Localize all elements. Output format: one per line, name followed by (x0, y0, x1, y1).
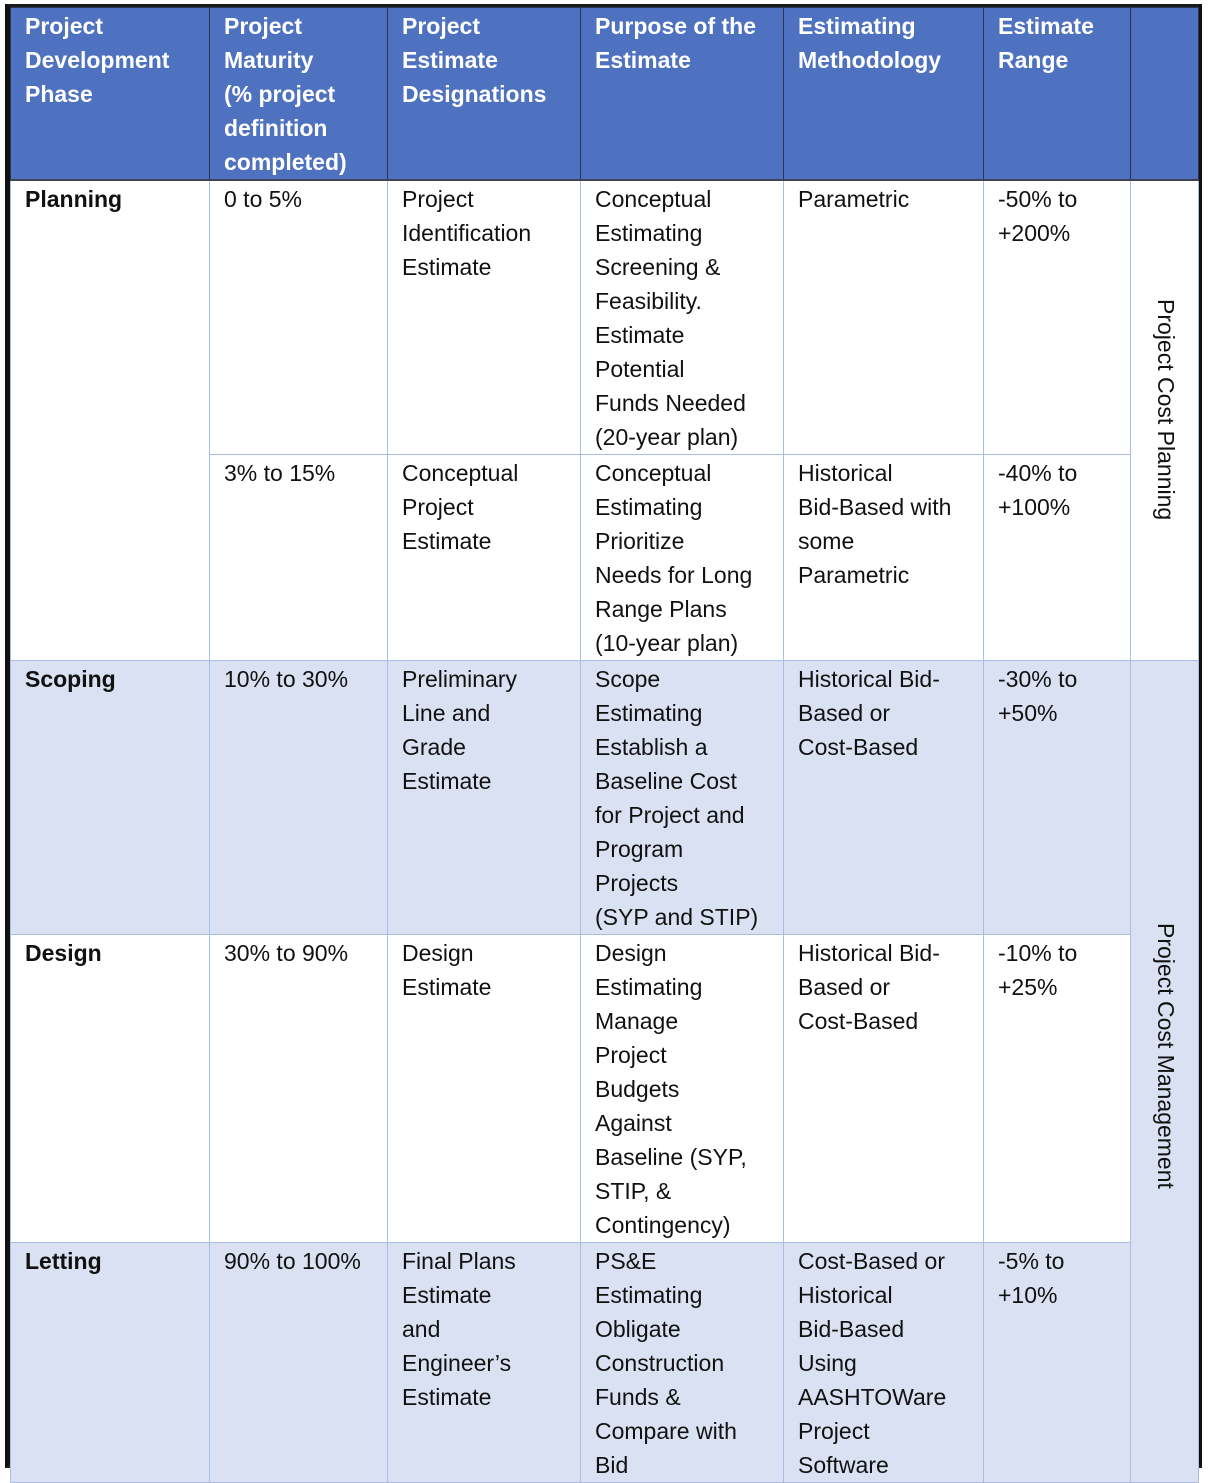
cell-text-line: Based or (798, 974, 891, 1000)
phase-cell (11, 1243, 210, 1483)
cell-text-line: Against (595, 1110, 672, 1136)
cell-text-line: Historical (798, 460, 893, 486)
cell-text-line: -30% to (998, 666, 1078, 692)
cell-text-line: Estimating (595, 494, 703, 520)
header-phase (11, 8, 210, 181)
cell-text-line: -5% to (998, 1248, 1065, 1274)
cell-text-line: Designations (402, 81, 547, 107)
cell-text-line: (20-year plan) (595, 424, 739, 450)
cell-text-line: Prioritize (595, 528, 685, 554)
cell-text-line: Estimating (595, 974, 703, 1000)
cell-text-line: Range (998, 47, 1069, 73)
cell-text-line: Manage (595, 1008, 679, 1034)
cell-text-line: Parametric (798, 562, 910, 588)
cell-text-line: Phase (25, 81, 93, 107)
cell-text-line: Obligate (595, 1316, 681, 1342)
cell-text-line: Line and (402, 700, 491, 726)
cell-text-line: Engineer’s (402, 1350, 512, 1376)
cell-text-line: Final Plans (402, 1248, 516, 1274)
cell-text-line: Bid-Based (798, 1316, 905, 1342)
cell-text-line: -10% to (998, 940, 1078, 966)
cell-text-line: Project (224, 13, 302, 39)
cell-text-line: Estimating (595, 220, 703, 246)
phase-cell (11, 661, 210, 935)
maturity-cell (210, 180, 388, 455)
cell-text-line: Program (595, 836, 684, 862)
cell-text-line: Baseline (SYP, (595, 1144, 747, 1170)
cell-text-line: Potential (595, 356, 685, 382)
cell-text-line: Estimating (595, 700, 703, 726)
cell-text-line: Project (402, 13, 480, 39)
cell-text-line: Historical Bid- (798, 940, 940, 966)
header-side-group (1131, 8, 1199, 181)
header-range (984, 8, 1131, 181)
cell-text-line: Establish a (595, 734, 708, 760)
cell-text-line: +25% (998, 974, 1058, 1000)
range-cell (984, 455, 1131, 661)
cell-text-line: Projects (595, 870, 679, 896)
header-designations (388, 8, 581, 181)
maturity-cell (210, 1243, 388, 1483)
cell-text-line: Cost-Based (798, 734, 919, 760)
cell-text-line: Design (402, 940, 474, 966)
cell-text-line: 90% to 100% (224, 1248, 361, 1274)
table-row (11, 180, 1199, 455)
cell-text-line: -40% to (998, 460, 1078, 486)
methodology-cell (784, 455, 984, 661)
cell-text-line: -50% to (998, 186, 1078, 212)
methodology-cell (784, 935, 984, 1243)
estimate-table (10, 7, 1199, 1483)
phase-cell (11, 180, 210, 661)
cell-text-line: Using (798, 1350, 857, 1376)
purpose-cell (581, 661, 784, 935)
designation-cell (388, 180, 581, 455)
cell-text-line: 0 to 5% (224, 186, 302, 212)
cell-text-line: (% project (224, 81, 336, 107)
cell-text-line: Estimate (402, 974, 492, 1000)
phase-label: Planning (25, 186, 123, 212)
methodology-cell (784, 1243, 984, 1483)
cell-text-line: Contingency) (595, 1212, 731, 1238)
cell-text-line: Methodology (798, 47, 942, 73)
cell-text-line: Project (595, 1042, 667, 1068)
cell-text-line: Project (402, 186, 474, 212)
cell-text-line: Baseline Cost (595, 768, 737, 794)
cell-text-line: Estimate (402, 528, 492, 554)
cell-text-line: Bid-Based with (798, 494, 952, 520)
cell-text-line: Conceptual (595, 186, 712, 212)
cell-text-line: 3% to 15% (224, 460, 336, 486)
cell-text-line: Estimate (402, 1384, 492, 1410)
cell-text-line: Identification (402, 220, 532, 246)
designation-cell (388, 455, 581, 661)
methodology-cell (784, 661, 984, 935)
cell-text-line: Estimate (595, 47, 691, 73)
maturity-cell (210, 455, 388, 661)
cell-text-line: Bid (595, 1452, 629, 1478)
cell-text-line: some (798, 528, 855, 554)
cell-text-line: 10% to 30% (224, 666, 349, 692)
table-row (11, 661, 1199, 935)
table-row (11, 935, 1199, 1243)
phase-label: Scoping (25, 666, 116, 692)
cell-text-line: (10-year plan) (595, 630, 739, 656)
cell-text-line: Cost-Based or (798, 1248, 946, 1274)
cell-text-line: Parametric (798, 186, 910, 212)
cell-text-line: Funds & (595, 1384, 681, 1410)
cell-text-line: for Project and (595, 802, 745, 828)
side-label-planning: Project Cost Planning (1153, 299, 1179, 521)
header-row (11, 8, 1199, 181)
cell-text-line: Scope (595, 666, 661, 692)
purpose-cell (581, 1243, 784, 1483)
cell-text-line: Conceptual (595, 460, 712, 486)
cell-text-line: Budgets (595, 1076, 680, 1102)
phase-label: Design (25, 940, 102, 966)
cell-text-line: Design (595, 940, 667, 966)
cell-text-line: Based or (798, 700, 891, 726)
cell-text-line: 30% to 90% (224, 940, 349, 966)
designation-cell (388, 1243, 581, 1483)
cell-text-line: Screening & (595, 254, 721, 280)
cell-text-line: definition (224, 115, 328, 141)
range-cell (984, 935, 1131, 1243)
table-row (11, 1243, 1199, 1483)
cell-text-line: Project (798, 1418, 870, 1444)
cell-text-line: Estimating (798, 13, 916, 39)
designation-cell (388, 661, 581, 935)
cell-text-line: +100% (998, 494, 1071, 520)
side-group-planning (1131, 180, 1199, 661)
cell-text-line: Conceptual (402, 460, 519, 486)
cell-text-line: Feasibility. (595, 288, 702, 314)
methodology-cell (784, 180, 984, 455)
range-cell (984, 661, 1131, 935)
cell-text-line: AASHTOWare (798, 1384, 947, 1410)
cell-text-line: STIP, & (595, 1178, 672, 1204)
side-label-management: Project Cost Management (1153, 923, 1179, 1189)
purpose-cell (581, 180, 784, 455)
cell-text-line: Estimate (998, 13, 1094, 39)
cell-text-line: Estimate (402, 254, 492, 280)
cell-text-line: +50% (998, 700, 1058, 726)
cell-text-line: Project (25, 13, 103, 39)
cell-text-line: +10% (998, 1282, 1058, 1308)
cell-text-line: Development (25, 47, 170, 73)
cell-text-line: Estimate (402, 47, 498, 73)
cell-text-line: Funds Needed (595, 390, 746, 416)
cell-text-line: and (402, 1316, 441, 1342)
header-maturity (210, 8, 388, 181)
cell-text-line: Construction (595, 1350, 725, 1376)
header-purpose (581, 8, 784, 181)
cell-text-line: Historical Bid- (798, 666, 940, 692)
cell-text-line: Estimate (402, 1282, 492, 1308)
purpose-cell (581, 935, 784, 1243)
header-methodology (784, 8, 984, 181)
cell-text-line: Project (402, 494, 474, 520)
cell-text-line: PS&E (595, 1248, 657, 1274)
phase-label: Letting (25, 1248, 102, 1274)
cell-text-line: Maturity (224, 47, 314, 73)
maturity-cell (210, 935, 388, 1243)
cell-text-line: Historical (798, 1282, 893, 1308)
cell-text-line: Estimating (595, 1282, 703, 1308)
cell-text-line: (SYP and STIP) (595, 904, 759, 930)
cell-text-line: Preliminary (402, 666, 518, 692)
estimate-table-frame (5, 4, 1202, 1478)
phase-cell (11, 935, 210, 1243)
cell-text-line: Estimate (595, 322, 685, 348)
cell-text-line: Compare with (595, 1418, 737, 1444)
designation-cell (388, 935, 581, 1243)
purpose-cell (581, 455, 784, 661)
cell-text-line: completed) (224, 149, 347, 175)
side-group-management (1131, 661, 1199, 1483)
cell-text-line: Needs for Long (595, 562, 753, 588)
cell-text-line: +200% (998, 220, 1071, 246)
cell-text-line: Software (798, 1452, 889, 1478)
range-cell (984, 180, 1131, 455)
maturity-cell (210, 661, 388, 935)
cell-text-line: Grade (402, 734, 466, 760)
cell-text-line: Purpose of the (595, 13, 757, 39)
cell-text-line: Range Plans (595, 596, 727, 622)
cell-text-line: Estimate (402, 768, 492, 794)
cell-text-line: Cost-Based (798, 1008, 919, 1034)
range-cell (984, 1243, 1131, 1483)
